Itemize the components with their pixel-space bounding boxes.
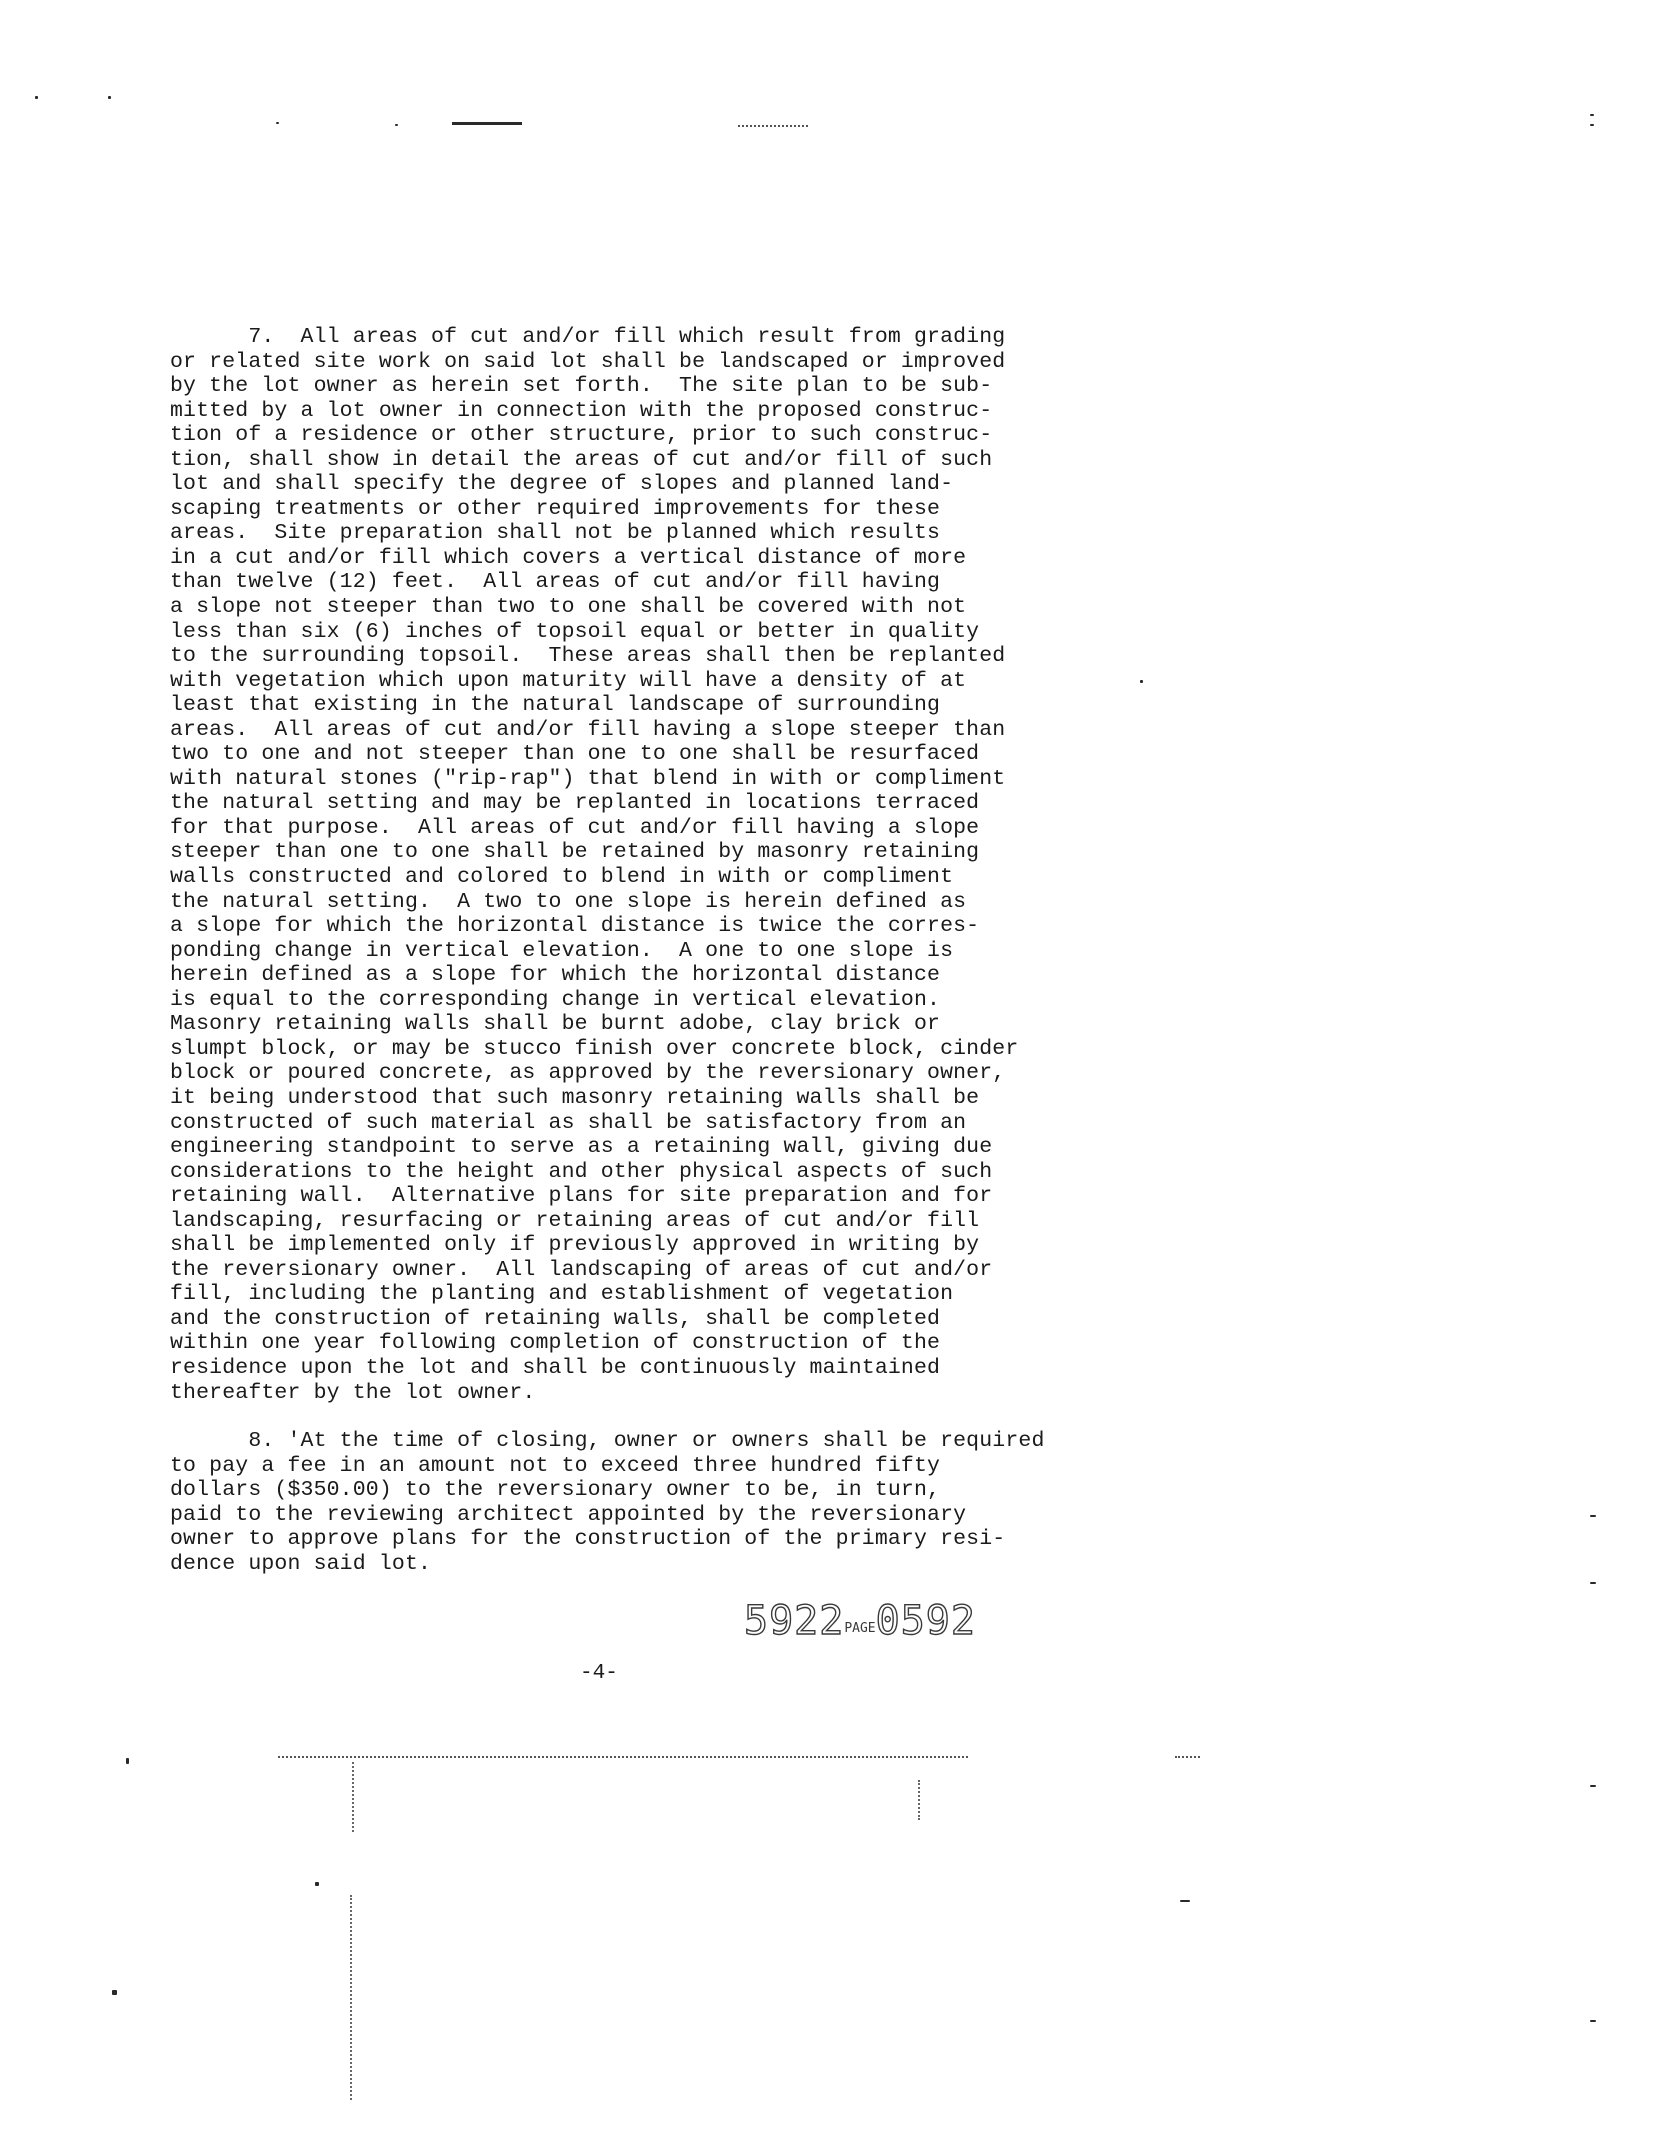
- text-line: constructed of such material as shall be satisfactory from an: [170, 1110, 967, 1135]
- text-line: paid to the reviewing architect appointed by the reversionary: [170, 1502, 967, 1527]
- scan-speck: [1590, 1515, 1596, 1517]
- scan-artifact-bar: [452, 122, 522, 125]
- text-line: fill, including the planting and establishment of vegetation: [170, 1282, 954, 1307]
- text-line: less than six (6) inches of topsoil equal or better in quality: [170, 619, 980, 644]
- text-line: lot and shall specify the degree of slopes and planned land-: [170, 472, 954, 497]
- scan-artifact-vertical-dots: [918, 1780, 920, 1820]
- text-line: block or poured concrete, as approved by the reversionary owner,: [170, 1061, 1006, 1086]
- paragraph-7: [170, 325, 1170, 1405]
- text-line: dollars ($350.00) to the reversionary owner to be, in turn,: [170, 1478, 941, 1503]
- scan-speck: [1590, 2020, 1596, 2022]
- text-line: shall be implemented only if previously approved in writing by: [170, 1233, 980, 1258]
- scan-speck: [1180, 1900, 1190, 1902]
- scan-speck: [1590, 1785, 1596, 1787]
- scan-speck: [395, 124, 398, 126]
- text-line: thereafter by the lot owner.: [170, 1380, 536, 1405]
- text-line: in a cut and/or fill which covers a vertical distance of more: [170, 545, 967, 570]
- scan-speck: [1590, 1582, 1596, 1584]
- text-line: slumpt block, or may be stucco finish over concrete block, cinder: [170, 1036, 1019, 1061]
- text-line: within one year following completion of construction of the: [170, 1331, 941, 1356]
- scan-speck: [1590, 124, 1594, 126]
- text-line: is equal to the corresponding change in vertical elevation.: [170, 987, 941, 1012]
- text-line: with natural stones ("rip-rap") that blend in with or compliment: [170, 766, 1006, 791]
- scan-artifact-dots: [738, 125, 808, 127]
- scan-speck: [1590, 114, 1594, 116]
- scan-speck: [276, 122, 279, 124]
- text-line: two to one and not steeper than one to one shall be resurfaced: [170, 742, 980, 767]
- text-line: 7. All areas of cut and/or fill which result from grading: [170, 325, 1006, 349]
- text-line: the natural setting and may be replanted in locations terraced: [170, 791, 980, 816]
- text-line: by the lot owner as herein set forth. The site plan to be sub-: [170, 374, 993, 399]
- text-line: residence upon the lot and shall be continuously maintained: [170, 1355, 941, 1380]
- text-line: tion of a residence or other structure, prior to such construc-: [170, 423, 993, 448]
- text-line: areas. All areas of cut and/or fill having a slope steeper than: [170, 717, 1006, 742]
- text-line: considerations to the height and other physical aspects of such: [170, 1159, 993, 1184]
- text-line: least that existing in the natural landscape of surrounding: [170, 693, 941, 718]
- text-line: landscaping, resurfacing or retaining areas of cut and/or fill: [170, 1208, 980, 1233]
- text-line: Masonry retaining walls shall be burnt adobe, clay brick or: [170, 1012, 941, 1037]
- text-line: to the surrounding topsoil. These areas shall then be replanted: [170, 644, 1006, 669]
- text-line: mitted by a lot owner in connection with the proposed construc-: [170, 398, 993, 423]
- text-line: a slope not steeper than two to one shall be covered with not: [170, 595, 967, 620]
- scan-speck: [35, 96, 38, 99]
- text-line: the reversionary owner. All landscaping of areas of cut and/or: [170, 1257, 993, 1282]
- paragraph-8: [170, 1429, 1170, 1576]
- text-line: owner to approve plans for the construction of the primary resi-: [170, 1527, 1006, 1552]
- text-line: with vegetation which upon maturity will have a density of at: [170, 668, 967, 693]
- text-line: steeper than one to one shall be retained by masonry retaining: [170, 840, 980, 865]
- text-line: to pay a fee in an amount not to exceed three hundred fifty: [170, 1453, 941, 1478]
- scan-speck: [126, 1758, 129, 1764]
- stamp-page-word: PAGE: [844, 1621, 876, 1636]
- scan-speck: [112, 1990, 117, 1995]
- paragraph-spacer: [170, 1405, 1170, 1429]
- scan-artifact-vertical-dots: [352, 1762, 354, 1832]
- text-line: herein defined as a slope for which the horizontal distance: [170, 963, 941, 988]
- scan-artifact-vertical-dots: [350, 1895, 352, 2100]
- text-line: walls constructed and colored to blend in with or compliment: [170, 865, 954, 890]
- text-line: it being understood that such masonry retaining walls shall be: [170, 1085, 980, 1110]
- scan-artifact-dots: [1175, 1756, 1200, 1758]
- scan-speck: [315, 1882, 319, 1886]
- text-line: dence upon said lot.: [170, 1551, 432, 1576]
- text-line: areas. Site preparation shall not be planned which results: [170, 521, 941, 546]
- stamp-book-number: 5922: [744, 1598, 845, 1644]
- text-line: the natural setting. A two to one slope is herein defined as: [170, 889, 967, 914]
- text-line: engineering standpoint to serve as a retaining wall, giving due: [170, 1135, 993, 1160]
- text-line: ponding change in vertical elevation. A one to one slope is: [170, 938, 954, 963]
- text-line: a slope for which the horizontal distance is twice the corres-: [170, 914, 980, 939]
- page-number: -4-: [580, 1662, 618, 1685]
- stamp-page-number: 0592: [875, 1598, 976, 1644]
- text-line: retaining wall. Alternative plans for site preparation and for: [170, 1184, 993, 1209]
- text-line: scaping treatments or other required improvements for these: [170, 496, 941, 521]
- text-line: than twelve (12) feet. All areas of cut and/or fill having: [170, 570, 941, 595]
- text-line: tion, shall show in detail the areas of cut and/or fill of such: [170, 447, 993, 472]
- text-line: for that purpose. All areas of cut and/or fill having a slope: [170, 815, 980, 840]
- scan-speck: [108, 96, 111, 99]
- text-line: or related site work on said lot shall be landscaped or improved: [170, 349, 1006, 374]
- text-line: and the construction of retaining walls, shall be completed: [170, 1306, 941, 1331]
- recording-stamp: [744, 1598, 976, 1644]
- text-line: 8. 'At the time of closing, owner or owners shall be required: [170, 1429, 1045, 1454]
- scan-artifact-dots: [278, 1756, 968, 1758]
- document-body: [170, 325, 1170, 1576]
